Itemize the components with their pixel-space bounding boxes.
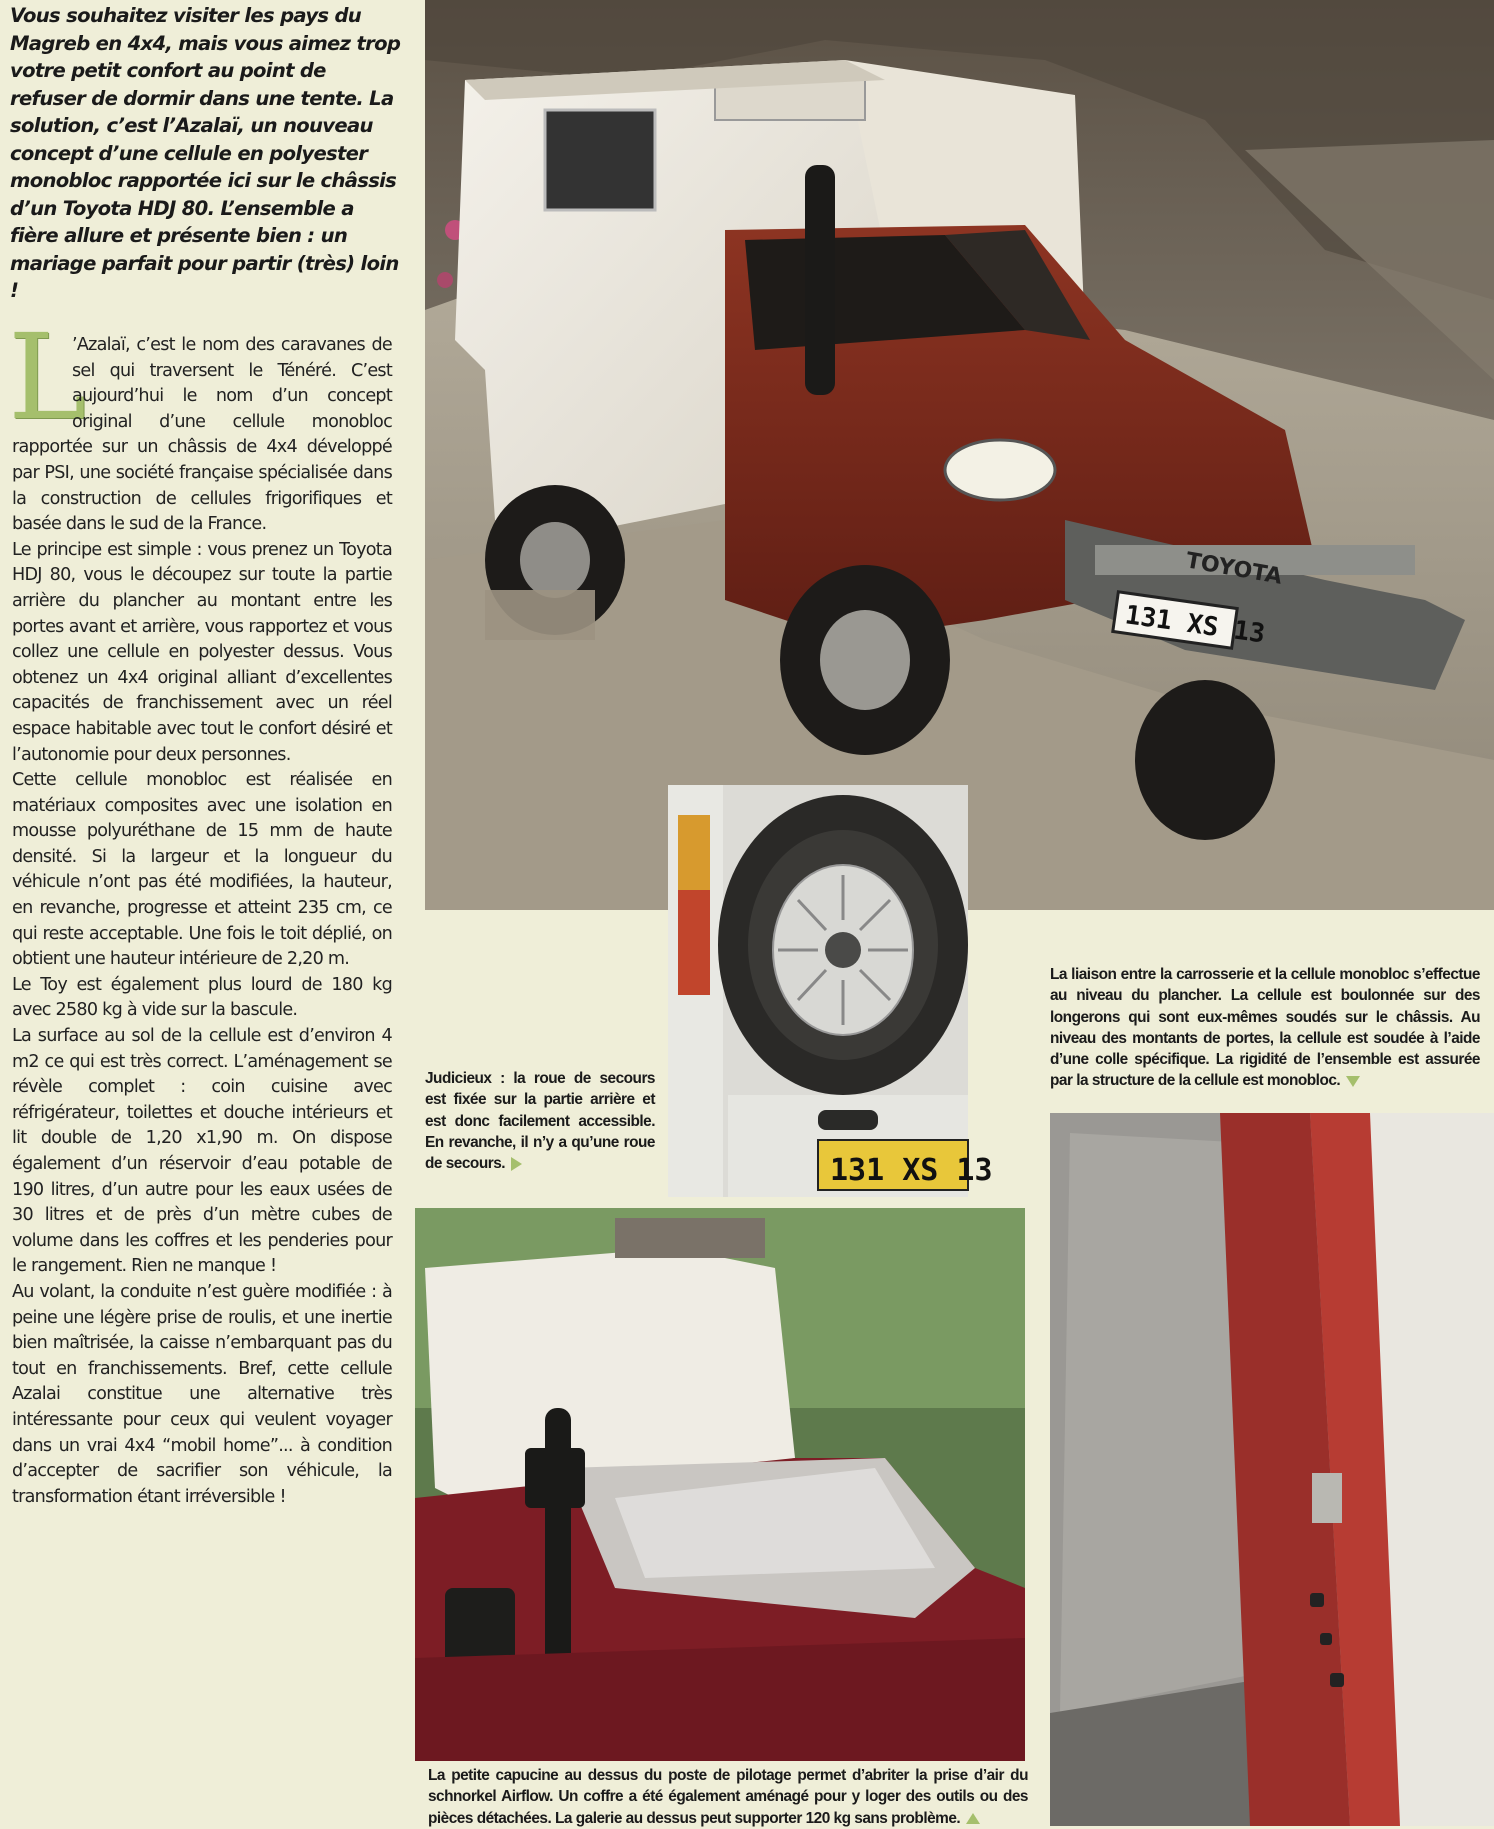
paragraph-2: Le principe est simple : vous prenez un Toyota HDJ 80, vous le découpez sur toute la partie arrière du plancher au montant entre les portes avant et arrière, vous rapportez et vous collez une cellule en polyester dessus. Vous obtenez un 4x4 original alliant d’excellentes capacités de franchissement avec un réel espace habitable avec tout le confort désiré et l’autonomie pour deux personnes.: [12, 539, 392, 765]
caption-capucine: La petite capucine au dessus du poste de pilotage permet d’abriter la prise d’air du schnorkel Airflow. Un coffre a été également aménagé pour y loger des outils ou des pièces détachées. La galerie au dessus peut supporter 120 kg sans problème.: [428, 1767, 1028, 1827]
caption-spare-wheel: Judicieux : la roue de secours est fixée sur la partie arrière et est donc facilement accessible. En revanche, il n’y a qu’une roue de secours.: [425, 1070, 655, 1173]
arrow-down-icon: [1346, 1076, 1360, 1087]
article-body: [8, 308, 392, 1510]
paragraph-4: Le Toy est également plus lourd de 180 kg avec 2580 kg à vide sur la bascule.: [12, 974, 392, 1021]
caption-liaison: La liaison entre la carrosserie et la cellule monobloc s’effectue au niveau du plancher. La cellule est boulonnée sur des longerons qui sont eux-mêmes soudés sur le châssis. Au niveau des montants de portes, la cellule est soudée à l’aide d’une colle spécifique. La rigidité de l’ensemble est assurée par la structure de la cellule est monobloc.: [1050, 966, 1480, 1090]
paragraph-3: Cette cellule monobloc est réalisée en matériaux composites avec une isolation en mousse polyuréthane de 15 mm de haute densité. Si la largeur et la longueur du véhicule n’ont pas été modifiées, la hauteur, en revanche, progresse et atteint 235 cm, ce qui reste acceptable. Une fois le toit déplié, on obtient une hauteur intérieure de 2,20 m.: [12, 770, 392, 970]
arrow-up-icon: [966, 1813, 980, 1824]
capucine-photo: [415, 1208, 1025, 1761]
lead-paragraph: Vous souhaitez visiter les pays du Magreb en 4x4, mais vous aimez trop votre petit confort au point de refuser de dormir dans une tente. La solution, c’est l’Azalaï, un nouveau concept d’une cellule en polyester monobloc rapportée ici sur le châssis d’un Toyota HDJ 80. L’ensemble a fière allure et présente bien : un mariage parfait pour partir (très) loin !: [10, 4, 401, 302]
toyota-badge: TOYOTA: [1183, 548, 1284, 590]
front-plate: 131 XS 13: [1123, 600, 1267, 650]
drop-cap: L: [8, 308, 86, 446]
door-interior-photo: [1050, 1113, 1494, 1826]
paragraph-5: La surface au sol de la cellule est d’environ 4 m2 ce qui est très correct. L’aménagement se révèle complet : coin cuisine avec réfrigérateur, toilettes et douche intérieurs et lit double de 1,20 x1,90 m. On dispose également d’un réservoir d’eau potable de 190 litres, d’un autre pour les eaux usées de 30 litres et de près d’un mètre cubes de volume dans les coffres et les penderies pour le rangement. Rien ne manque !: [12, 1026, 392, 1277]
paragraph-6: Au volant, la conduite n’est guère modifiée : à peine une légère prise de roulis, et une inertie bien maîtrisée, la caisse n’embarquant pas du tout en franchissements. Bref, cette cellule Azalai constitue une alternative très intéressante pour ceux qui veulent voyager dans un vrai 4x4 “mobil home”... à condition d’accepter de sacrifier son véhicule, la transformation étant irréversible !: [12, 1281, 392, 1507]
paragraph-1: L ’Azalaï, c’est le nom des caravanes de sel qui traversent le Ténéré. C’est aujourd’hui le nom d’un concept original d’une cellule monobloc rapportée sur un châssis de 4x4 développé par PSI, une société française spécialisée dans la construction de cellules frigorifiques et basée dans le sud de la France.: [8, 308, 392, 535]
main-photo: [425, 0, 1494, 910]
rear-plate: 131 XS 13: [830, 1153, 993, 1188]
arrow-right-icon: [511, 1157, 522, 1171]
spare-wheel-photo: [668, 785, 993, 1197]
